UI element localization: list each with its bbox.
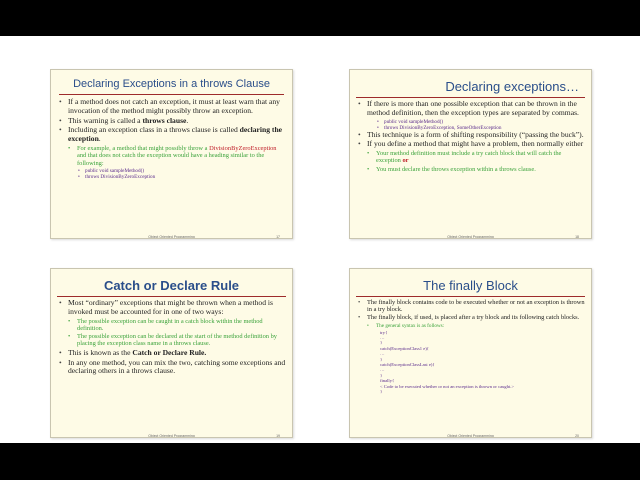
slide-handout-page xyxy=(0,36,640,443)
page-number: 20 xyxy=(575,434,579,438)
slide-18: Declaring exceptions… • If there is more than one possible exception that can be thrown in the method definition, then the exception types are separated by commas. • public void sampleMethod() • throws DivisionByZeroException, SomeOtherException • This technique is a form of shifting responsibility (“passing the buck”). • If you define a method that might have a problem, then normally either • Your method definition must include a try catch block that will catch the exception or • You must declare the throws exception within a throws clause. Object Oriented Programming 18 xyxy=(349,69,592,239)
bullet: • The finally block contains code to be executed whether or not an exception is thrown in a try block. xyxy=(358,299,585,314)
slide-title: Declaring Exceptions in a throws Clause xyxy=(73,78,270,90)
slide-body xyxy=(358,299,585,394)
sub-bullet: • For example, a method that might possibly throw a DivisionByZeroException and that does not catch the exception would have a heading similar to the following: xyxy=(68,144,277,167)
bullet: • The finally block, if used, is placed after a try block and its following catch blocks. xyxy=(358,314,580,322)
slide-body xyxy=(59,299,286,377)
page-number: 18 xyxy=(575,235,579,239)
bullet: • If a method does not catch an exception, it must at least warn that any invocation of the method might possibly throw an exception. xyxy=(59,97,280,115)
page-number: 17 xyxy=(276,235,280,239)
code-bullet: • public void sampleMethod() xyxy=(78,167,145,174)
sub-bullet: • The possible exception can be declared at the start of the method definition by placing the exception class name in a throws clause. xyxy=(68,333,277,348)
code-bullet: • throws DivisionByZeroException, SomeOtherException xyxy=(377,124,502,131)
title-rule xyxy=(356,296,585,297)
code-bullet: • throws DivisionByZeroException xyxy=(78,173,156,180)
sub-bullet: • You must declare the throws exception within a throws clause. xyxy=(367,165,536,173)
bullet: • This warning is called a throws clause. xyxy=(59,115,189,125)
bullet: • If you define a method that might have a problem, then normally either xyxy=(358,139,584,149)
title-rule xyxy=(57,296,286,297)
bullet: • This is known as the Catch or Declare Rule. xyxy=(59,347,207,357)
slide-19: Catch or Declare Rule • Most “ordinary” exceptions that might be thrown when a method is invoked must be accounted for in one of two ways: • The possible exception can be caught in a catch block within the method definition. • The possible exception can be declared at the start of the method definition by placing the exception class name in a throws clause. • This is known as the Catch or Declare Rule. • In any one method, you can mix the two, catching some exceptions and declaring others in a throws clause. Object Oriented Programming 19 xyxy=(50,268,293,438)
bullet: • If there is more than one possible exception that can be thrown in the method definition, then the exception types are separated by commas. xyxy=(358,99,579,117)
sub-bullet: • The general syntax is as follows: xyxy=(367,322,445,329)
sub-bullet: • Your method definition must include a try catch block that will catch the exception or xyxy=(367,150,562,165)
slide-20: The finally Block • The finally block contains code to be executed whether or not an exception is thrown in a try block. • The finally block, if used, is placed after a try block and its following catch blocks. • The general syntax is as follows: try{ … } catch(ExceptionClass1 e){ … } catch(ExceptionClassLast e){ … } finally{ < Code to be executed whether or not an exception is thrown or caught.> } Object Oriented Programming 20 xyxy=(349,268,592,438)
bullet: • This technique is a form of shifting responsibility (“passing the buck”). xyxy=(358,129,584,139)
slide-body xyxy=(358,100,585,174)
page-number: 19 xyxy=(276,434,280,438)
code-bullet: • public void sampleMethod() xyxy=(377,118,444,125)
bullet: • In any one method, you can mix the two, catching some exceptions and declaring others in a throws clause. xyxy=(59,357,286,376)
slide-title: Catch or Declare Rule xyxy=(103,278,240,293)
slide-body xyxy=(59,98,286,180)
slide-title: Declaring exceptions… xyxy=(445,79,579,94)
title-rule xyxy=(59,94,284,95)
code-block: try{ … } catch(ExceptionClass1 e){ … } catch(ExceptionClassLast e){ … } finally{ < Code to be executed whether or not an exception is thrown or caught.> } xyxy=(380,329,515,395)
slide-17: Declaring Exceptions in a throws Clause • If a method does not catch an exception, it must at least warn that any invocation of the method might possibly throw an exception. • This warning is called a throws clause. • Including an exception class in a throws clause is called declaring the exception. • For example, a method that might possibly throw a DivisionByZeroException and that does not catch the exception would have a heading similar to the following: • public void sampleMethod() • throws DivisionByZeroException Object Oriented Programming 17 xyxy=(50,69,293,239)
title-rule xyxy=(356,97,585,98)
sub-bullet: • The possible exception can be caught in a catch block within the method definition. xyxy=(68,317,263,332)
bullet: • Most “ordinary” exceptions that might be thrown when a method is invoked must be accounted for in one of two ways: xyxy=(59,298,273,316)
slide-title: The finally Block xyxy=(423,278,518,293)
bullet: • Including an exception class in a throws clause is called declaring the exception. xyxy=(59,125,283,144)
